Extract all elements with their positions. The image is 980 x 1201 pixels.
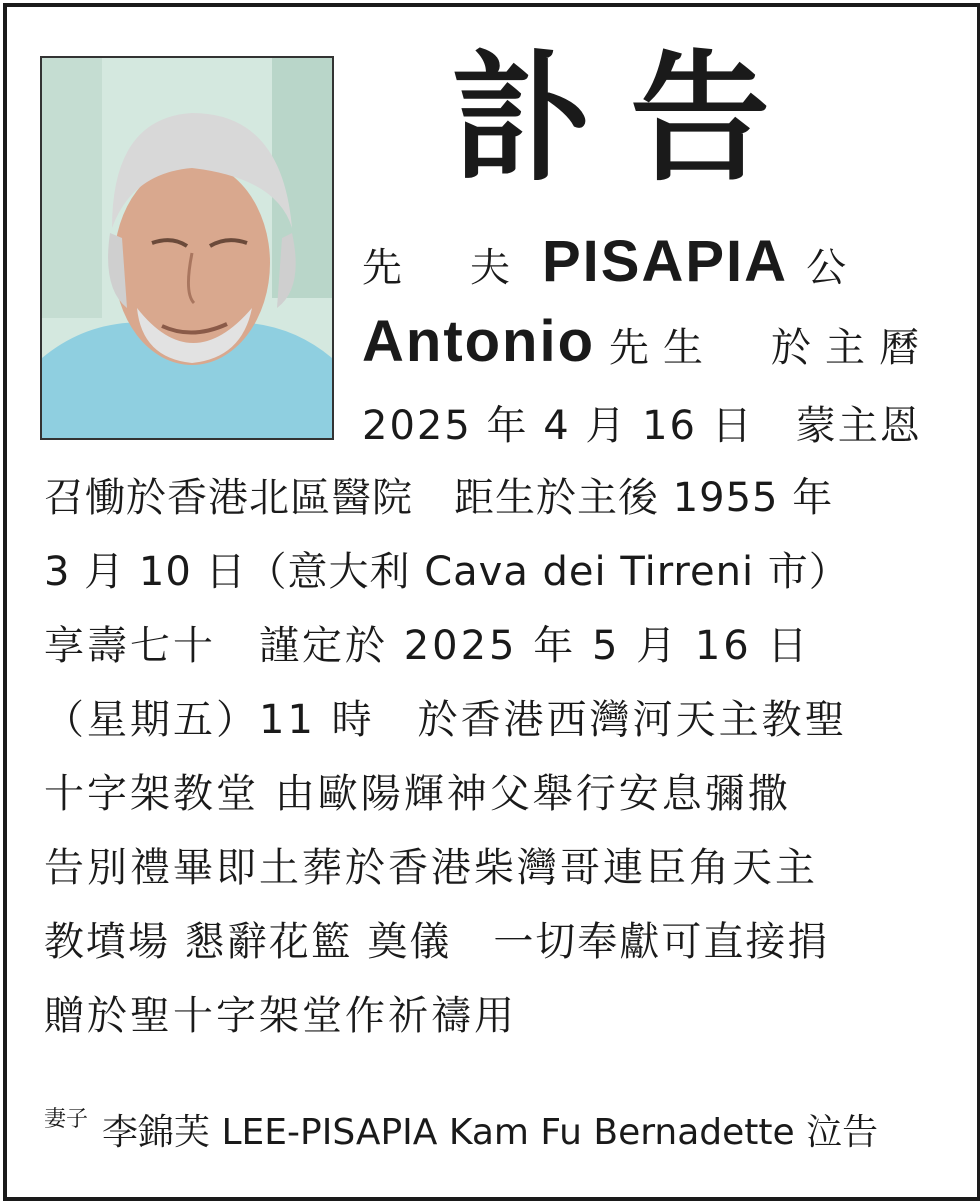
body-line: （星期五）11 時 於香港西灣河天主教聖 [44,697,848,743]
intro-line-1 [362,229,847,298]
portrait-photo [40,56,334,440]
intro-surname-suffix: 公 [806,245,847,291]
signature-name: 李錦芙 LEE-PISAPIA Kam Fu Bernadette 泣告 [102,1112,879,1153]
deceased-given-name: Antonio [362,309,596,374]
intro-line-2 [362,309,934,378]
signature-relation: 妻子 [44,1107,89,1132]
body-line: 召慟於香港北區醫院 距生於主後 1955 年 [44,475,834,521]
intro-prefix: 先 夫 [362,245,524,291]
body-line: 告別禮畢即土葬於香港柴灣哥連臣角天主 [44,845,818,891]
notice-title: 訃告 [450,38,811,201]
signature [44,1090,878,1163]
body-line: 贈於聖十字架堂作祈禱用 [44,993,517,1039]
body-line: 3 月 10 日（意大利 Cava dei Tirreni 市） [44,549,850,595]
portrait-photo-icon [42,58,332,438]
body-line: 2025 年 4 月 16 日 蒙主恩 [362,403,922,449]
intro-given-suffix: 先生 於主曆 [609,325,934,371]
body-line: 十字架教堂 由歐陽輝神父舉行安息彌撒 [44,771,791,817]
body-line: 享壽七十 謹定於 2025 年 5 月 16 日 [44,623,811,669]
deceased-surname: PISAPIA [542,229,789,294]
body-line: 教墳場 懇辭花籃 奠儀 一切奉獻可直接捐 [44,919,830,965]
